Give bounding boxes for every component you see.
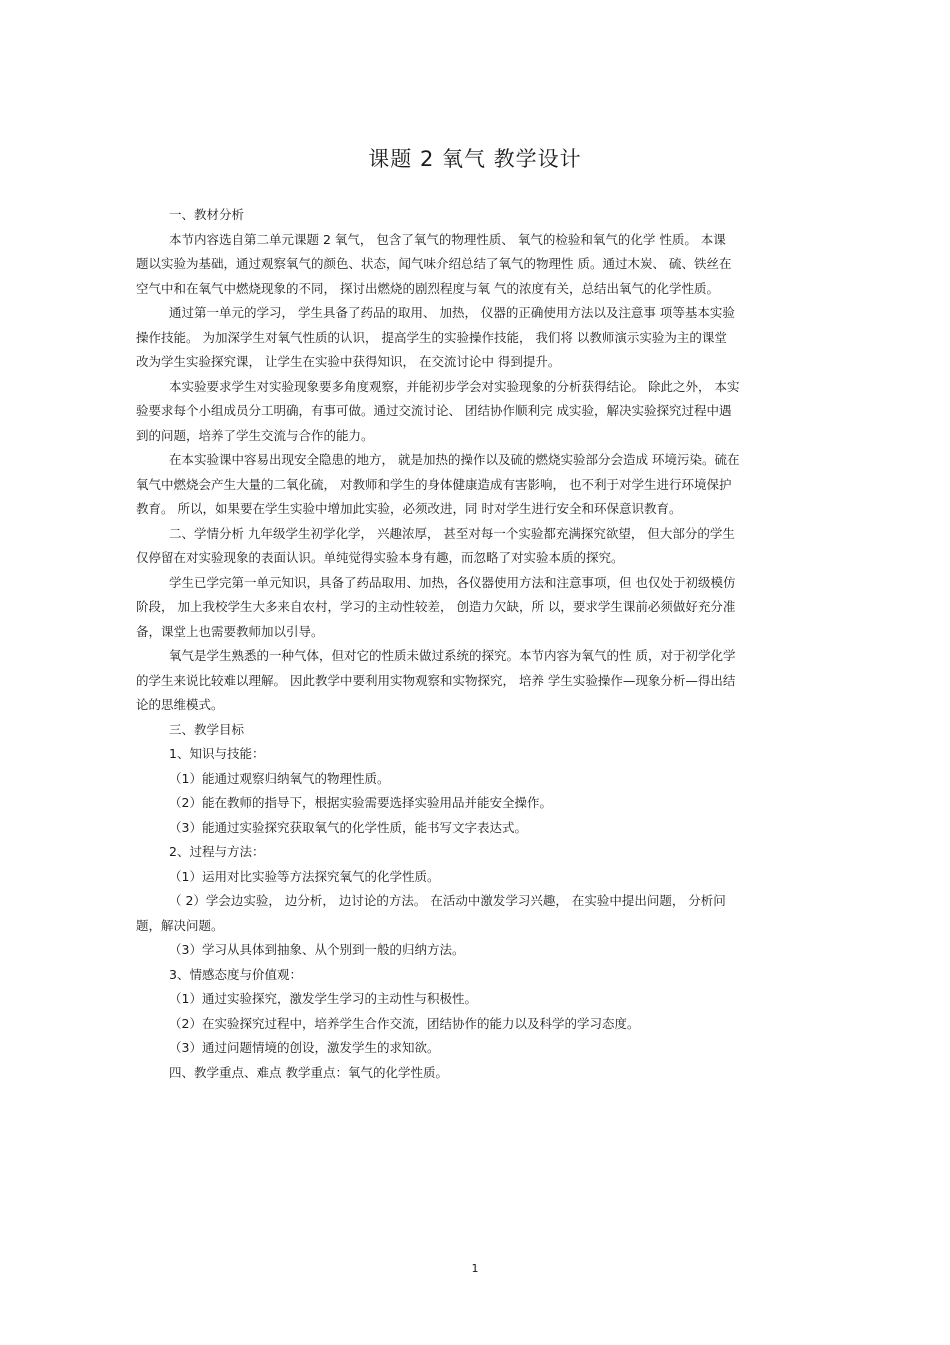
text-line: 论的思维模式。 [136, 697, 224, 712]
page-number: 1 [471, 1262, 479, 1275]
text-line: 学生已学完第一单元知识，具备了药品取用、加热，各仪器使用方法和注意事项，但 也仅处于初级模仿 [169, 574, 736, 590]
text-line: 本节内容选自第二单元课题 2 氧气， 包含了氧气的物理性质、 氧气的检验和氧气的化学 性质。 本课 [169, 231, 726, 247]
text-line: 1、知识与技能： [169, 746, 265, 761]
text-line: 操作技能。 为加深学生对氧气性质的认识， 提高学生的实验操作技能， 我们将 以教师演示实验为主的课堂 [136, 329, 727, 345]
text-line: 三、教学目标 [169, 721, 245, 737]
text-line: 空气中和在氧气中燃烧现象的不同， 探讨出燃烧的剧烈程度与氧 气的浓度有关，总结出氧气的化学性质。 [136, 280, 719, 296]
text-line: 二、学情分析 九年级学生初学化学， 兴趣浓厚， 甚至对每一个实验都充满探究欲望， 但大部分的学生 [169, 525, 735, 541]
text-line: （2）能在教师的指导下，根据实验需要选择实验用品并能安全操作。 [169, 795, 552, 810]
text-line: 仅停留在对实验现象的表面认识。单纯觉得实验本身有趣，而忽略了对实验本质的探究。 [136, 550, 624, 565]
text-line: 题以实验为基础，通过观察氧气的颜色、状态，闻气味介绍总结了氧气的物理性 质。通过木炭、 硫、铁丝在 [136, 256, 732, 271]
text-line: 备，课堂上也需要教师加以引导。 [136, 623, 324, 639]
text-line: 改为学生实验探究课， 让学生在实验中获得知识， 在交流讨论中 得到提升。 [136, 354, 561, 369]
text-line: （3）能通过实验探究获取氧气的化学性质，能书写文字表达式。 [169, 819, 527, 835]
text-line: 3、情感态度与价值观： [169, 966, 302, 982]
text-line: 验要求每个小组成员分工明确，有事可做。通过交流讨论、 团结协作顺利完 成实验，解决实验探究过程中遇 [136, 403, 732, 418]
text-line: （1）通过实验探究，激发学生学习的主动性与积极性。 [169, 991, 477, 1006]
text-line: 氧气中燃烧会产生大量的二氧化硫， 对教师和学生的身体健康造成有害影响， 也不利于对学生进行环境保护 [136, 476, 732, 492]
text-line: 阶段， 加上我校学生大多来自农村，学习的主动性较差， 创造力欠缺，所 以，要求学生课前必须做好充分准 [136, 599, 736, 614]
text-line: 通过第一单元的学习， 学生具备了药品的取用、 加热， 仪器的正确使用方法以及注意事 项等基本实验 [169, 305, 735, 320]
text-line: （1）运用对比实验等方法探究氧气的化学性质。 [169, 868, 440, 884]
text-line: （3）学习从具体到抽象、从个别到一般的归纳方法。 [169, 942, 465, 957]
text-line: 氧气是学生熟悉的一种气体，但对它的性质未做过系统的探究。本节内容为氧气的性 质，对于初学化学 [169, 648, 736, 663]
text-line: （1）能通过观察归纳氧气的物理性质。 [169, 770, 390, 786]
text-line: 2、过程与方法： [169, 844, 265, 859]
text-line: 教育。 所以，如果要在学生实验中增加此实验，必须改进，同 时对学生进行安全和环保意识教育。 [136, 501, 682, 516]
text-line: （ 2）学会边实验， 边分析， 边讨论的方法。 在活动中激发学习兴趣， 在实验中提出问题， 分析问 [169, 893, 726, 908]
text-line: 四、教学重点、难点 教学重点：氧气的化学性质。 [169, 1064, 448, 1080]
document-body [136, 203, 808, 1085]
text-line: 到的问题，培养了学生交流与合作的能力。 [136, 427, 374, 443]
text-line: 在本实验课中容易出现安全隐患的地方， 就是加热的操作以及硫的燃烧实验部分会造成 环境污染。硫在 [169, 452, 740, 467]
text-line: 的学生来说比较难以理解。 因此教学中要利用实物观察和实物探究， 培养 学生实验操作—现象分析—得出结 [136, 672, 736, 688]
document-title: 课题 2 氧气 教学设计 [368, 147, 582, 171]
text-line: 本实验要求学生对实验现象要多角度观察，并能初步学会对实验现象的分析获得结论。 除此之外， 本实 [169, 378, 740, 394]
text-line: （2）在实验探究过程中，培养学生合作交流，团结协作的能力以及科学的学习态度。 [169, 1015, 640, 1031]
text-line: （3）通过问题情境的创设，激发学生的求知欲。 [169, 1040, 440, 1055]
text-line: 一、教材分析 [169, 207, 245, 222]
text-line: 题，解决问题。 [136, 917, 224, 933]
